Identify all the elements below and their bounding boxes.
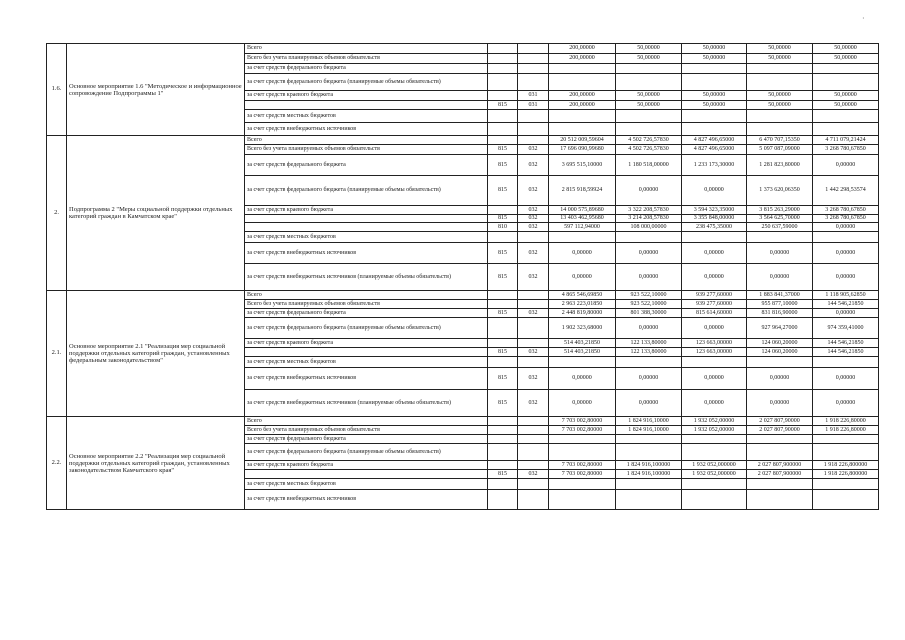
amount-cell — [549, 232, 616, 243]
funding-source-label: Всего без учета планируемых объемов обязательств — [245, 426, 488, 435]
amount-cell — [682, 435, 747, 444]
amount-cell — [682, 232, 747, 243]
amount-cell: 4 502 726,57830 — [616, 145, 682, 155]
amount-cell: 7 703 002,80000 — [549, 461, 616, 470]
subprogram-code-cell: 032 — [518, 264, 549, 291]
amount-cell — [549, 490, 616, 510]
amount-cell: 0,00000 — [813, 309, 879, 318]
amount-cell: 3 268 780,67850 — [813, 145, 879, 155]
grbs-code-cell: 815 — [488, 243, 518, 264]
amount-cell: 144 546,21850 — [813, 348, 879, 357]
funding-source-label: за счет средств внебюджетных источников (планируемые объемы обязательств) — [245, 264, 488, 291]
budget-table — [46, 43, 879, 510]
amount-cell: 927 964,27000 — [747, 318, 813, 339]
funding-source-label: Всего без учета планируемых объемов обязательств — [245, 300, 488, 309]
funding-source-label: за счет средств местных бюджетов — [245, 357, 488, 368]
amount-cell — [813, 490, 879, 510]
amount-cell: 0,00000 — [549, 368, 616, 390]
amount-cell: 1 442 298,53574 — [813, 176, 879, 206]
amount-cell: 815 614,60000 — [682, 309, 747, 318]
amount-cell: 3 355 848,00000 — [682, 215, 747, 223]
grbs-code-cell — [488, 318, 518, 339]
amount-cell: 1 281 823,80000 — [747, 155, 813, 176]
amount-cell — [747, 490, 813, 510]
amount-cell: 200,00000 — [549, 101, 616, 110]
amount-cell: 1 918 226,800000 — [813, 470, 879, 479]
amount-cell — [813, 357, 879, 368]
amount-cell — [747, 479, 813, 490]
amount-cell: 831 816,90000 — [747, 309, 813, 318]
grbs-code-cell: 815 — [488, 309, 518, 318]
amount-cell: 939 277,60000 — [682, 291, 747, 300]
grbs-code-cell: 815 — [488, 348, 518, 357]
program-title: Основное мероприятие 1.6 "Методическое и информационное сопровождение Подпрограммы 1" — [67, 44, 245, 136]
amount-cell: 1 824 916,100000 — [616, 461, 682, 470]
grbs-code-cell — [488, 417, 518, 426]
funding-source-label: за счет средств федерального бюджета — [245, 435, 488, 444]
amount-cell — [682, 444, 747, 461]
amount-cell: 3 594 323,35000 — [682, 206, 747, 215]
subprogram-code-cell: 032 — [518, 206, 549, 215]
funding-source-label — [245, 348, 488, 357]
funding-source-label: за счет средств федерального бюджета — [245, 64, 488, 74]
subprogram-code-cell: 032 — [518, 309, 549, 318]
amount-cell: 0,00000 — [813, 155, 879, 176]
amount-cell: 50,00000 — [747, 54, 813, 64]
amount-cell: 4 827 496,65000 — [682, 136, 747, 145]
amount-cell: 0,00000 — [813, 264, 879, 291]
amount-cell: 0,00000 — [549, 264, 616, 291]
amount-cell: 1 918 226,80000 — [813, 426, 879, 435]
amount-cell — [549, 435, 616, 444]
amount-cell — [813, 479, 879, 490]
item-number: 2.2. — [47, 417, 67, 510]
amount-cell: 0,00000 — [549, 243, 616, 264]
subprogram-code-cell — [518, 435, 549, 444]
amount-cell: 50,00000 — [813, 44, 879, 54]
funding-source-label: за счет средств федерального бюджета — [245, 309, 488, 318]
amount-cell: 0,00000 — [616, 176, 682, 206]
amount-cell: 50,00000 — [813, 54, 879, 64]
grbs-code-cell — [488, 44, 518, 54]
amount-cell — [682, 64, 747, 74]
grbs-code-cell — [488, 232, 518, 243]
amount-cell: 4 502 726,57830 — [616, 136, 682, 145]
amount-cell: 0,00000 — [682, 318, 747, 339]
amount-cell: 597 112,94000 — [549, 223, 616, 232]
amount-cell: 1 233 173,30000 — [682, 155, 747, 176]
subprogram-code-cell — [518, 357, 549, 368]
amount-cell: 1 932 052,00000 — [682, 417, 747, 426]
funding-source-label: Всего — [245, 291, 488, 300]
amount-cell: 2 027 807,900000 — [747, 470, 813, 479]
grbs-code-cell — [488, 426, 518, 435]
funding-source-label: Всего — [245, 417, 488, 426]
grbs-code-cell — [488, 444, 518, 461]
amount-cell: 514 403,21850 — [549, 348, 616, 357]
amount-cell — [682, 110, 747, 123]
grbs-code-cell — [488, 490, 518, 510]
amount-cell — [549, 64, 616, 74]
funding-source-label: за счет средств краевого бюджета — [245, 461, 488, 470]
amount-cell: 514 403,21850 — [549, 339, 616, 348]
amount-cell: 3 322 208,57830 — [616, 206, 682, 215]
amount-cell: 124 060,20000 — [747, 348, 813, 357]
amount-cell: 0,00000 — [549, 390, 616, 417]
amount-cell: 1 918 226,80000 — [813, 417, 879, 426]
amount-cell — [616, 444, 682, 461]
amount-cell — [616, 232, 682, 243]
subprogram-code-cell — [518, 110, 549, 123]
amount-cell — [549, 74, 616, 91]
grbs-code-cell: 815 — [488, 264, 518, 291]
amount-cell: 0,00000 — [682, 390, 747, 417]
amount-cell: 50,00000 — [616, 54, 682, 64]
amount-cell — [616, 110, 682, 123]
amount-cell: 7 703 002,80000 — [549, 470, 616, 479]
amount-cell: 50,00000 — [682, 101, 747, 110]
funding-source-label: Всего без учета планируемых объемов обязательств — [245, 145, 488, 155]
amount-cell: 50,00000 — [616, 44, 682, 54]
grbs-code-cell — [488, 357, 518, 368]
funding-source-label: за счет средств краевого бюджета — [245, 339, 488, 348]
amount-cell: 2 815 918,59924 — [549, 176, 616, 206]
amount-cell: 17 696 090,99680 — [549, 145, 616, 155]
subprogram-code-cell — [518, 232, 549, 243]
subprogram-code-cell: 032 — [518, 390, 549, 417]
subprogram-code-cell — [518, 54, 549, 64]
amount-cell — [747, 357, 813, 368]
subprogram-code-cell — [518, 417, 549, 426]
grbs-code-cell — [488, 291, 518, 300]
subprogram-code-cell: 032 — [518, 215, 549, 223]
amount-cell — [747, 74, 813, 91]
grbs-code-cell — [488, 435, 518, 444]
amount-cell: 1 180 518,00000 — [616, 155, 682, 176]
amount-cell: 2 448 819,80000 — [549, 309, 616, 318]
amount-cell: 0,00000 — [616, 318, 682, 339]
amount-cell: 7 703 002,80000 — [549, 426, 616, 435]
amount-cell: 1 824 916,100000 — [616, 470, 682, 479]
subprogram-code-cell: 032 — [518, 470, 549, 479]
subprogram-code-cell — [518, 136, 549, 145]
amount-cell: 1 883 841,37000 — [747, 291, 813, 300]
amount-cell — [813, 123, 879, 136]
amount-cell — [549, 123, 616, 136]
subprogram-code-cell — [518, 291, 549, 300]
funding-source-label — [245, 223, 488, 232]
amount-cell — [813, 74, 879, 91]
amount-cell: 4 827 496,65000 — [682, 145, 747, 155]
amount-cell: 1 824 916,10000 — [616, 417, 682, 426]
amount-cell — [616, 479, 682, 490]
amount-cell: 1 932 052,000000 — [682, 470, 747, 479]
amount-cell: 0,00000 — [813, 223, 879, 232]
funding-source-label: Всего без учета планируемых объемов обязательств — [245, 54, 488, 64]
amount-cell — [549, 479, 616, 490]
funding-source-label: за счет средств федерального бюджета (планируемые объемы обязательств) — [245, 318, 488, 339]
grbs-code-cell: 815 — [488, 390, 518, 417]
grbs-code-cell — [488, 479, 518, 490]
program-title: Основное мероприятие 2.1 "Реализация мер социальной поддержки отдельных категорий граждан, установленных федеральным законодательством" — [67, 291, 245, 417]
subprogram-code-cell — [518, 426, 549, 435]
amount-cell: 0,00000 — [813, 243, 879, 264]
amount-cell: 4 711 079,21424 — [813, 136, 879, 145]
amount-cell: 124 060,20000 — [747, 339, 813, 348]
amount-cell: 200,00000 — [549, 44, 616, 54]
amount-cell: 3 268 780,67850 — [813, 215, 879, 223]
subprogram-code-cell — [518, 64, 549, 74]
grbs-code-cell: 815 — [488, 215, 518, 223]
program-title: Подпрограмма 2 "Меры социальной поддержки отдельных категорий граждан в Камчатском крае" — [67, 136, 245, 291]
grbs-code-cell — [488, 91, 518, 101]
amount-cell: 0,00000 — [682, 368, 747, 390]
amount-cell: 2 027 807,90000 — [747, 417, 813, 426]
amount-cell: 801 388,30000 — [616, 309, 682, 318]
funding-source-label: за счет средств федерального бюджета (планируемые объемы обязательств) — [245, 74, 488, 91]
amount-cell: 923 522,10000 — [616, 300, 682, 309]
amount-cell — [616, 490, 682, 510]
grbs-code-cell: 815 — [488, 470, 518, 479]
amount-cell: 1 932 052,00000 — [682, 426, 747, 435]
amount-cell: 1 902 323,68000 — [549, 318, 616, 339]
amount-cell: 50,00000 — [616, 101, 682, 110]
amount-cell: 0,00000 — [682, 176, 747, 206]
program-title: Основное мероприятие 2.2 "Реализация мер социальной поддержки отдельных категорий граждан, установленных законодательством Камчатского края" — [67, 417, 245, 510]
funding-source-label — [245, 470, 488, 479]
amount-cell: 5 097 087,09000 — [747, 145, 813, 155]
amount-cell: 200,00000 — [549, 54, 616, 64]
amount-cell — [616, 435, 682, 444]
amount-cell: 0,00000 — [616, 390, 682, 417]
amount-cell: 108 000,00000 — [616, 223, 682, 232]
subprogram-code-cell: 032 — [518, 223, 549, 232]
table-row — [47, 291, 879, 300]
subprogram-code-cell: 032 — [518, 155, 549, 176]
funding-source-label — [245, 101, 488, 110]
amount-cell — [747, 110, 813, 123]
grbs-code-cell: 810 — [488, 223, 518, 232]
amount-cell — [747, 64, 813, 74]
funding-source-label: за счет средств внебюджетных источников — [245, 123, 488, 136]
amount-cell — [747, 123, 813, 136]
amount-cell: 939 277,60000 — [682, 300, 747, 309]
grbs-code-cell: 815 — [488, 368, 518, 390]
amount-cell — [549, 110, 616, 123]
grbs-code-cell — [488, 74, 518, 91]
grbs-code-cell: 815 — [488, 101, 518, 110]
subprogram-code-cell — [518, 339, 549, 348]
grbs-code-cell: 815 — [488, 176, 518, 206]
amount-cell: 238 475,35000 — [682, 223, 747, 232]
subprogram-code-cell: 032 — [518, 176, 549, 206]
amount-cell: 0,00000 — [747, 368, 813, 390]
table-row — [47, 136, 879, 145]
funding-source-label: за счет средств краевого бюджета — [245, 91, 488, 101]
subprogram-code-cell — [518, 44, 549, 54]
subprogram-code-cell: 032 — [518, 348, 549, 357]
amount-cell — [682, 74, 747, 91]
grbs-code-cell — [488, 206, 518, 215]
amount-cell: 200,00000 — [549, 91, 616, 101]
amount-cell — [747, 435, 813, 444]
amount-cell: 20 512 009,59604 — [549, 136, 616, 145]
funding-source-label: за счет средств местных бюджетов — [245, 110, 488, 123]
amount-cell — [747, 232, 813, 243]
amount-cell: 50,00000 — [813, 91, 879, 101]
subprogram-code-cell — [518, 461, 549, 470]
amount-cell: 2 027 807,900000 — [747, 461, 813, 470]
item-number: 2. — [47, 136, 67, 291]
amount-cell — [682, 357, 747, 368]
grbs-code-cell — [488, 123, 518, 136]
amount-cell: 3 815 263,29000 — [747, 206, 813, 215]
subprogram-code-cell — [518, 318, 549, 339]
amount-cell: 50,00000 — [682, 54, 747, 64]
amount-cell: 0,00000 — [616, 368, 682, 390]
amount-cell — [616, 357, 682, 368]
amount-cell — [813, 64, 879, 74]
item-number: 1.6. — [47, 44, 67, 136]
amount-cell: 144 546,21850 — [813, 300, 879, 309]
funding-source-label: за счет средств местных бюджетов — [245, 479, 488, 490]
funding-source-label: за счет средств федерального бюджета — [245, 155, 488, 176]
funding-source-label: за счет средств внебюджетных источников — [245, 243, 488, 264]
amount-cell: 0,00000 — [813, 368, 879, 390]
subprogram-code-cell — [518, 479, 549, 490]
amount-cell — [813, 110, 879, 123]
amount-cell: 0,00000 — [616, 243, 682, 264]
amount-cell: 0,00000 — [682, 243, 747, 264]
amount-cell: 250 637,59000 — [747, 223, 813, 232]
amount-cell: 1 932 052,000000 — [682, 461, 747, 470]
table-row — [47, 44, 879, 54]
amount-cell: 3 214 208,57830 — [616, 215, 682, 223]
amount-cell: 0,00000 — [747, 264, 813, 291]
funding-source-label: за счет средств краевого бюджета — [245, 206, 488, 215]
grbs-code-cell — [488, 54, 518, 64]
item-number: 2.1. — [47, 291, 67, 417]
amount-cell: 50,00000 — [813, 101, 879, 110]
funding-source-label: Всего — [245, 44, 488, 54]
funding-source-label: за счет средств местных бюджетов — [245, 232, 488, 243]
amount-cell: 50,00000 — [682, 44, 747, 54]
amount-cell: 1 918 226,800000 — [813, 461, 879, 470]
subprogram-code-cell: 032 — [518, 145, 549, 155]
amount-cell: 6 470 707,15350 — [747, 136, 813, 145]
subprogram-code-cell — [518, 490, 549, 510]
amount-cell: 122 133,80000 — [616, 339, 682, 348]
subprogram-code-cell — [518, 444, 549, 461]
grbs-code-cell — [488, 136, 518, 145]
amount-cell — [813, 435, 879, 444]
subprogram-code-cell — [518, 74, 549, 91]
amount-cell: 144 546,21850 — [813, 339, 879, 348]
amount-cell: 123 663,00000 — [682, 339, 747, 348]
funding-source-label: за счет средств внебюджетных источников — [245, 368, 488, 390]
amount-cell — [616, 74, 682, 91]
amount-cell: 122 133,80000 — [616, 348, 682, 357]
table-row — [47, 417, 879, 426]
grbs-code-cell: 815 — [488, 145, 518, 155]
amount-cell — [549, 357, 616, 368]
amount-cell: 3 268 780,67850 — [813, 206, 879, 215]
subprogram-code-cell — [518, 300, 549, 309]
grbs-code-cell — [488, 64, 518, 74]
amount-cell: 7 703 002,80000 — [549, 417, 616, 426]
grbs-code-cell — [488, 339, 518, 348]
grbs-code-cell — [488, 300, 518, 309]
amount-cell: 50,00000 — [747, 101, 813, 110]
amount-cell: 123 663,00000 — [682, 348, 747, 357]
funding-source-label — [245, 215, 488, 223]
amount-cell — [616, 64, 682, 74]
amount-cell — [682, 479, 747, 490]
subprogram-code-cell: 032 — [518, 368, 549, 390]
funding-source-label: за счет средств внебюджетных источников (планируемые объемы обязательств) — [245, 390, 488, 417]
grbs-code-cell — [488, 110, 518, 123]
amount-cell — [682, 490, 747, 510]
amount-cell: 1 824 916,10000 — [616, 426, 682, 435]
subprogram-code-cell: 031 — [518, 101, 549, 110]
amount-cell: 3 695 515,10000 — [549, 155, 616, 176]
grbs-code-cell: 815 — [488, 155, 518, 176]
grbs-code-cell — [488, 461, 518, 470]
amount-cell: 2 963 223,01850 — [549, 300, 616, 309]
funding-source-label: за счет средств федерального бюджета (планируемые объемы обязательств) — [245, 176, 488, 206]
subprogram-code-cell: 032 — [518, 243, 549, 264]
page-mark: · — [862, 14, 865, 23]
amount-cell: 0,00000 — [682, 264, 747, 291]
subprogram-code-cell — [518, 123, 549, 136]
amount-cell: 50,00000 — [682, 91, 747, 101]
amount-cell: 0,00000 — [747, 390, 813, 417]
amount-cell: 1 373 620,06350 — [747, 176, 813, 206]
amount-cell: 14 000 575,89680 — [549, 206, 616, 215]
amount-cell: 3 564 625,70000 — [747, 215, 813, 223]
funding-source-label: Всего — [245, 136, 488, 145]
amount-cell: 50,00000 — [747, 44, 813, 54]
amount-cell — [813, 232, 879, 243]
amount-cell: 974 359,41000 — [813, 318, 879, 339]
amount-cell — [549, 444, 616, 461]
amount-cell: 13 403 462,95680 — [549, 215, 616, 223]
amount-cell: 0,00000 — [747, 243, 813, 264]
amount-cell: 923 522,10000 — [616, 291, 682, 300]
amount-cell: 0,00000 — [616, 264, 682, 291]
funding-source-label: за счет средств внебюджетных источников — [245, 490, 488, 510]
amount-cell: 50,00000 — [747, 91, 813, 101]
amount-cell: 0,00000 — [813, 390, 879, 417]
amount-cell: 4 865 546,69850 — [549, 291, 616, 300]
amount-cell — [747, 444, 813, 461]
amount-cell: 2 027 807,90000 — [747, 426, 813, 435]
amount-cell — [813, 444, 879, 461]
amount-cell: 955 877,10000 — [747, 300, 813, 309]
funding-source-label: за счет средств федерального бюджета (планируемые объемы обязательств) — [245, 444, 488, 461]
amount-cell — [616, 123, 682, 136]
subprogram-code-cell: 031 — [518, 91, 549, 101]
amount-cell: 50,00000 — [616, 91, 682, 101]
amount-cell — [682, 123, 747, 136]
amount-cell: 1 118 905,62850 — [813, 291, 879, 300]
